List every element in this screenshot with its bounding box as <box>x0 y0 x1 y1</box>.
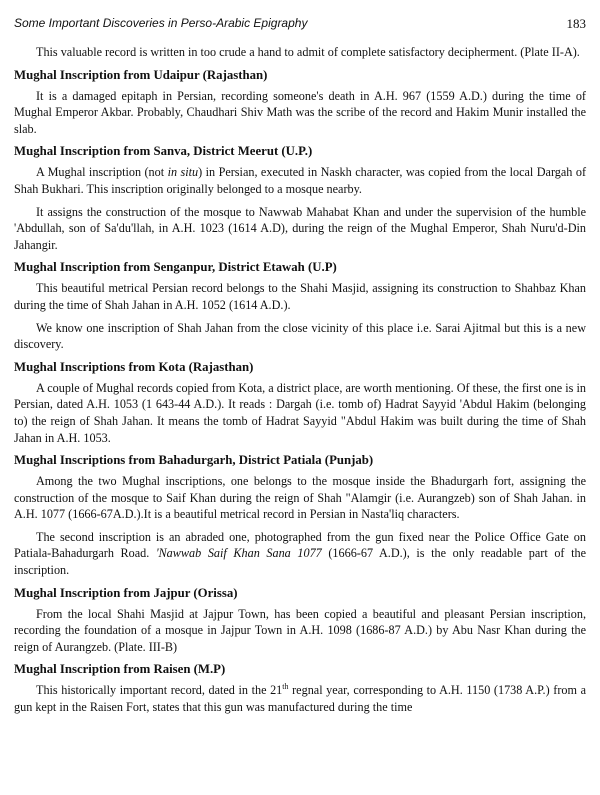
senganpur-paragraph-2: We know one inscription of Shah Jahan from the close vicinity of this place i.e. Sarai Ajitmal but this is a new discovery. <box>14 320 586 352</box>
text-span: regnal year, corresponding to A.H. 1150 (1738 A.P.) from a gun kept in the Raisen Fort, states that this gun was manufactured during the time <box>14 683 586 715</box>
senganpur-paragraph-1: This beautiful metrical Persian record belongs to the Shahi Masjid, assigning its construction to Shahbaz Khan during the time of Shah Jahan in A.H. 1052 (1614 A.D.). <box>14 281 586 312</box>
section-heading-jajpur: Mughal Inscription from Jajpur (Orissa) <box>14 585 238 600</box>
ordinal-superscript: th <box>282 682 289 692</box>
jajpur-paragraph: From the local Shahi Masjid at Jajpur Town, has been copied a beautiful and pleasant Persian inscription, recording the foundation of a mosque in Jajpur Town in A.H. 1098 (1686-87 A.D.) by Abu Nasr Khan during the reign of Aurangzeb. (Plate. III-B) <box>14 606 586 654</box>
raisen-paragraph <box>14 682 586 715</box>
section-heading-senganpur: Mughal Inscription from Senganpur, District Etawah (U.P) <box>14 260 337 275</box>
section-heading-raisen: Mughal Inscription from Raisen (M.P) <box>14 662 226 677</box>
text-span: The second inscription is an abraded one, photographed from the gun fixed near the Police Office Gate on Patiala-Bahadurgarh Road. <box>14 529 586 561</box>
page-body <box>14 44 586 722</box>
page-header <box>14 16 586 36</box>
intro-paragraph: This valuable record is written in too crude a hand to admit of complete satisfactory decipherment. (Plate II-A). <box>36 45 580 59</box>
section-heading-sanva: Mughal Inscription from Sanva, District Meerut (U.P.) <box>14 144 313 159</box>
section-heading-udaipur: Mughal Inscription from Udaipur (Rajasthan) <box>14 67 268 82</box>
section-heading-bahadurgarh: Mughal Inscriptions from Bahadurgarh, District Patiala (Punjab) <box>14 453 374 468</box>
text-span: (1666-67 A.D.), is the only readable part of the inscription. <box>14 546 586 578</box>
udaipur-paragraph: It is a damaged epitaph in Persian, recording someone's death in A.H. 967 (1559 A.D.) during the time of Mughal Emperor Akbar. Probably, Chaudhari Shiv Math was the scribe of the record and Hakim Munir installed the slab. <box>14 88 586 136</box>
text-span: A Mughal inscription (not <box>36 165 168 180</box>
bahadurgarh-paragraph-1: Among the two Mughal inscriptions, one belongs to the mosque inside the Bhadurgarh fort, assigning the construction of the mosque to Saif Khan during the reign of Shah "Alamgir (i.e. Aurangzeb) son of Shah Jahan. in A.H. 1077 (1666-67A.D.).It is a beautiful metrical record in Persian in Nasta'liq characters. <box>14 474 586 522</box>
text-span: This historically important record, dated in the 21 <box>36 683 283 698</box>
text-span: ) in Persian, executed in Naskh character, was copied from the local Dargah of Shah Bukhari. This inscription originally belonged to a mosque nearby. <box>14 165 587 196</box>
kota-paragraph: A couple of Mughal records copied from Kota, a district place, are worth mentioning. Of these, the first one is in Persian, dated A.H. 1053 (1 643-44 A.D.). It reads : Dargah (i.e. tomb of) Hadrat Sayyid 'Abdul Hakim (belonging to) the reign of Shah Jahan. It means the tomb of Hadrat Sayyid "Abdul Hakim was built during the time of Shah Jahan in A.H. 1053. <box>14 380 586 445</box>
page-number: 183 <box>566 16 586 31</box>
sanva-paragraph-2: It assigns the construction of the mosque to Nawwab Mahabat Khan and under the supervision of the humble 'Abdullah, son of Sa'du'llah, in A.H. 1023 (1614 A.D), during the reign of the Mughal Emperor, Shah Nuru'd-Din Jahangir. <box>14 204 586 252</box>
bahadurgarh-paragraph-2 <box>14 529 586 579</box>
section-heading-kota: Mughal Inscriptions from Kota (Rajasthan) <box>14 359 254 374</box>
italic-quote: 'Nawwab Saif Khan Sana 1077 <box>155 546 322 561</box>
running-title: Some Important Discoveries in Perso-Arabic Epigraphy <box>14 16 308 30</box>
italic-term: in situ <box>167 165 199 180</box>
sanva-paragraph-1 <box>14 164 586 197</box>
